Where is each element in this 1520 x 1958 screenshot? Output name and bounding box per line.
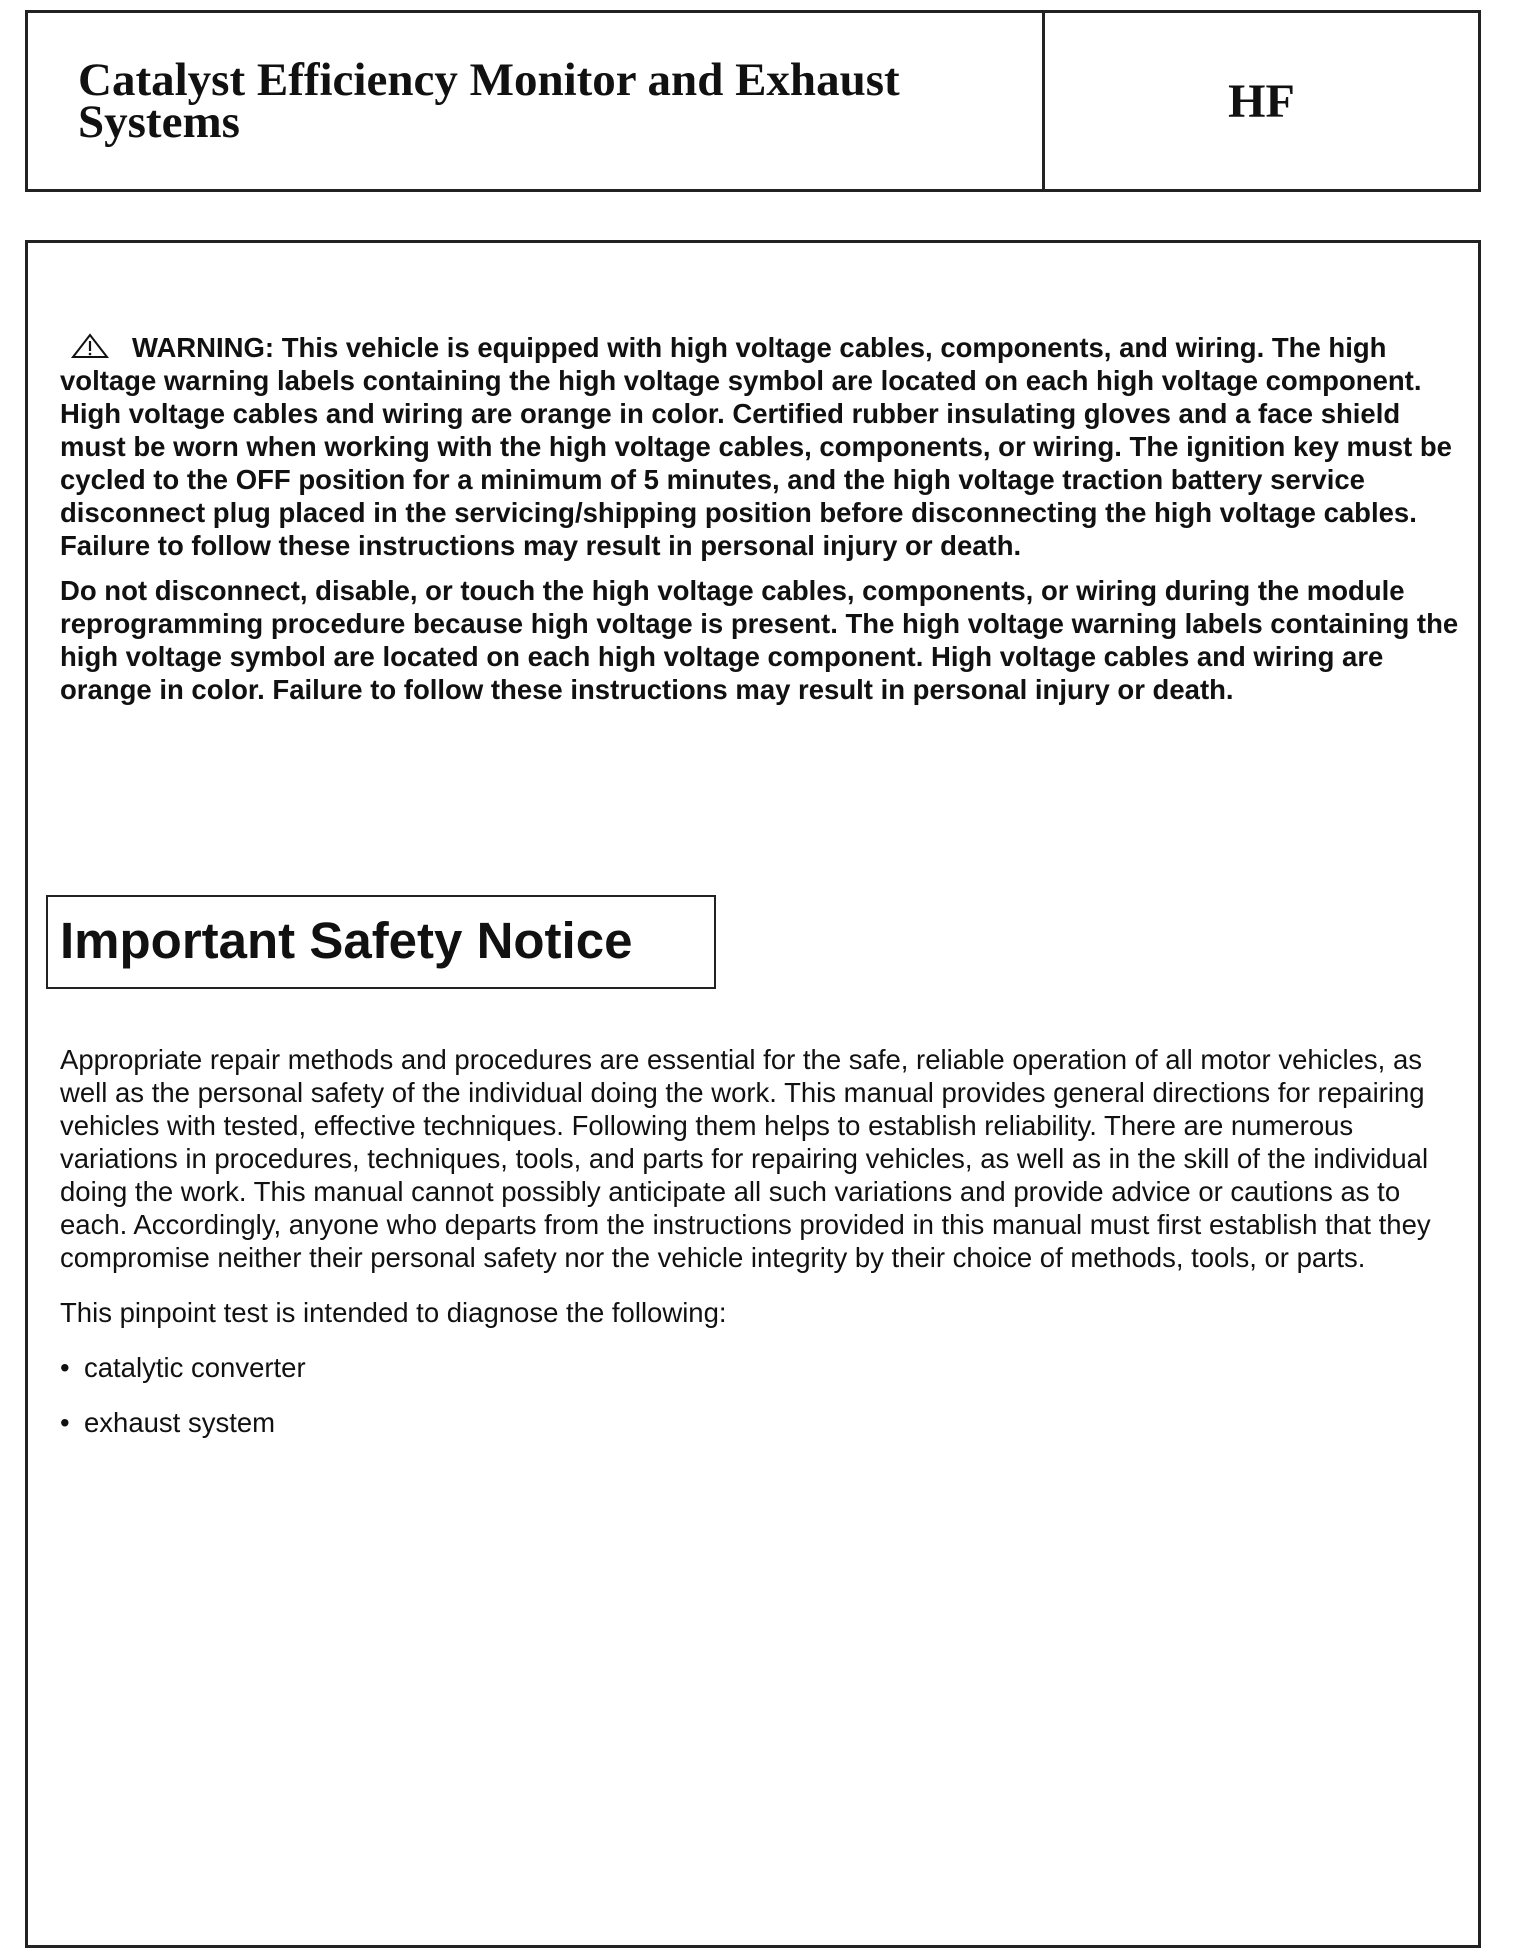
warning-paragraph-2: Do not disconnect, disable, or touch the high voltage cables, components, or wiring during the module reprogramming procedure because high voltage is present. The high voltage warning labels containing the high voltage symbol are located on each high voltage component. High voltage cables and wiring are orange in color. Failure to follow these instructions may result in personal injury or death. <box>60 575 1459 705</box>
header-code-cell <box>1045 13 1478 189</box>
page-title <box>78 54 1042 148</box>
header-title-cell <box>28 13 1045 189</box>
content-panel <box>25 240 1481 1948</box>
list-item <box>60 1351 1460 1384</box>
list-item-text: catalytic converter <box>84 1352 306 1383</box>
high-voltage-warning <box>60 331 1460 718</box>
bullet-icon: • <box>60 1352 70 1383</box>
notice-body <box>60 1043 1460 1461</box>
diagnosis-list <box>60 1351 1460 1439</box>
section-code: HF <box>1228 74 1295 128</box>
notice-heading: Important Safety Notice <box>60 912 633 969</box>
bullet-icon: • <box>60 1407 70 1438</box>
notice-paragraph: Appropriate repair methods and procedures are essential for the safe, reliable operation of all motor vehicles, as well as the personal safety of the individual doing the work. This manual provides general directions for repairing vehicles with tested, effective techniques. Following them helps to establish reliability. There are numerous variations in procedures, techniques, tools, and parts for repairing vehicles, as well as in the skill of the individual doing the work. This manual cannot possibly anticipate all such variations and provide advice or cautions as to each. Accordingly, anyone who departs from the instructions provided in this manual must first establish that they compromise neither their personal safety nor the vehicle integrity by their choice of methods, tools, or parts. <box>60 1044 1431 1273</box>
section-header <box>25 10 1481 192</box>
notice-heading-box <box>46 895 716 989</box>
warning-paragraph-1 <box>60 331 1460 562</box>
warning-triangle-icon <box>70 333 110 359</box>
list-item <box>60 1406 1460 1439</box>
list-item-text: exhaust system <box>84 1407 276 1438</box>
warning-text-1: WARNING: This vehicle is equipped with high voltage cables, components, and wiring. The high voltage warning labels containing the high voltage symbol are located on each high voltage component. High voltage cables and wiring are orange in color. Certified rubber insulating gloves and a face shield must be worn when working with the high voltage cables, components, or wiring. The ignition key must be cycled to the OFF position for a minimum of 5 minutes, and the high voltage traction battery service disconnect plug placed in the servicing/shipping position before disconnecting the high voltage cables. Failure to follow these instructions may result in personal injury or death. <box>60 332 1452 561</box>
pinpoint-intro: This pinpoint test is intended to diagnose the following: <box>60 1297 727 1328</box>
page-title-line2: Systems <box>78 96 240 148</box>
page-title-line1: Catalyst Efficiency Monitor and Exhaust <box>78 54 900 106</box>
